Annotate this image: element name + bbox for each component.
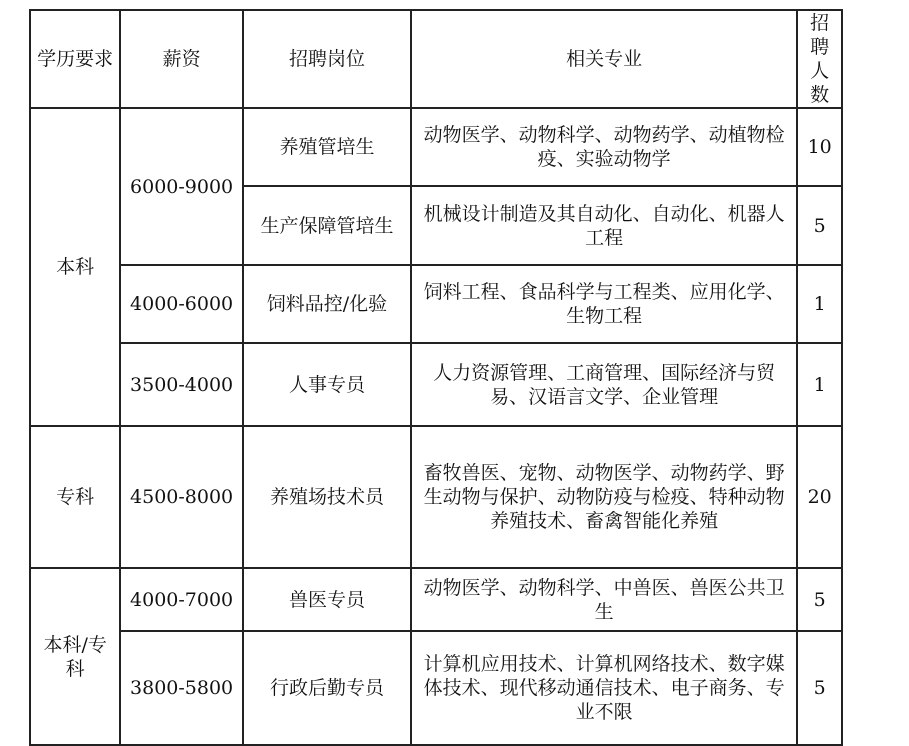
- count-cell: 5: [797, 631, 842, 745]
- position-cell: 行政后勤专员: [243, 631, 411, 745]
- table-row: [30, 568, 842, 631]
- recruitment-table: [29, 9, 843, 746]
- position-cell: 人事专员: [243, 343, 411, 426]
- count-cell: 1: [797, 265, 842, 343]
- position-cell: 饲料品控/化验: [243, 265, 411, 343]
- header-count: 招聘人数: [797, 10, 842, 108]
- table-row: [30, 631, 842, 745]
- education-cell: 本科: [30, 108, 120, 426]
- position-cell: 生产保障管培生: [243, 186, 411, 265]
- header-education: 学历要求: [30, 10, 120, 108]
- table-row: [30, 426, 842, 568]
- position-cell: 养殖管培生: [243, 108, 411, 186]
- majors-cell: 动物医学、动物科学、中兽医、兽医公共卫生: [411, 568, 797, 631]
- majors-cell: 人力资源管理、工商管理、国际经济与贸易、汉语言文学、企业管理: [411, 343, 797, 426]
- majors-cell: 饲料工程、食品科学与工程类、应用化学、生物工程: [411, 265, 797, 343]
- header-row: [30, 10, 842, 108]
- position-cell: 兽医专员: [243, 568, 411, 631]
- table-row: [30, 265, 842, 343]
- salary-cell: 6000-9000: [120, 108, 243, 265]
- majors-cell: 机械设计制造及其自动化、自动化、机器人工程: [411, 186, 797, 265]
- majors-cell: 畜牧兽医、宠物、动物医学、动物药学、野生动物与保护、动物防疫与检疫、特种动物养殖技术、畜禽智能化养殖: [411, 426, 797, 568]
- count-cell: 20: [797, 426, 842, 568]
- majors-cell: 计算机应用技术、计算机网络技术、数字媒体技术、现代移动通信技术、电子商务、专业不限: [411, 631, 797, 745]
- education-cell: 专科: [30, 426, 120, 568]
- count-cell: 5: [797, 568, 842, 631]
- salary-cell: 4000-6000: [120, 265, 243, 343]
- majors-cell: 动物医学、动物科学、动物药学、动植物检疫、实验动物学: [411, 108, 797, 186]
- count-cell: 5: [797, 186, 842, 265]
- salary-cell: 3800-5800: [120, 631, 243, 745]
- header-majors: 相关专业: [411, 10, 797, 108]
- position-cell: 养殖场技术员: [243, 426, 411, 568]
- header-position: 招聘岗位: [243, 10, 411, 108]
- table-row: [30, 343, 842, 426]
- salary-cell: 3500-4000: [120, 343, 243, 426]
- count-cell: 10: [797, 108, 842, 186]
- count-cell: 1: [797, 343, 842, 426]
- education-cell: 本科/专科: [30, 568, 120, 745]
- header-salary: 薪资: [120, 10, 243, 108]
- salary-cell: 4500-8000: [120, 426, 243, 568]
- salary-cell: 4000-7000: [120, 568, 243, 631]
- table-row: [30, 108, 842, 186]
